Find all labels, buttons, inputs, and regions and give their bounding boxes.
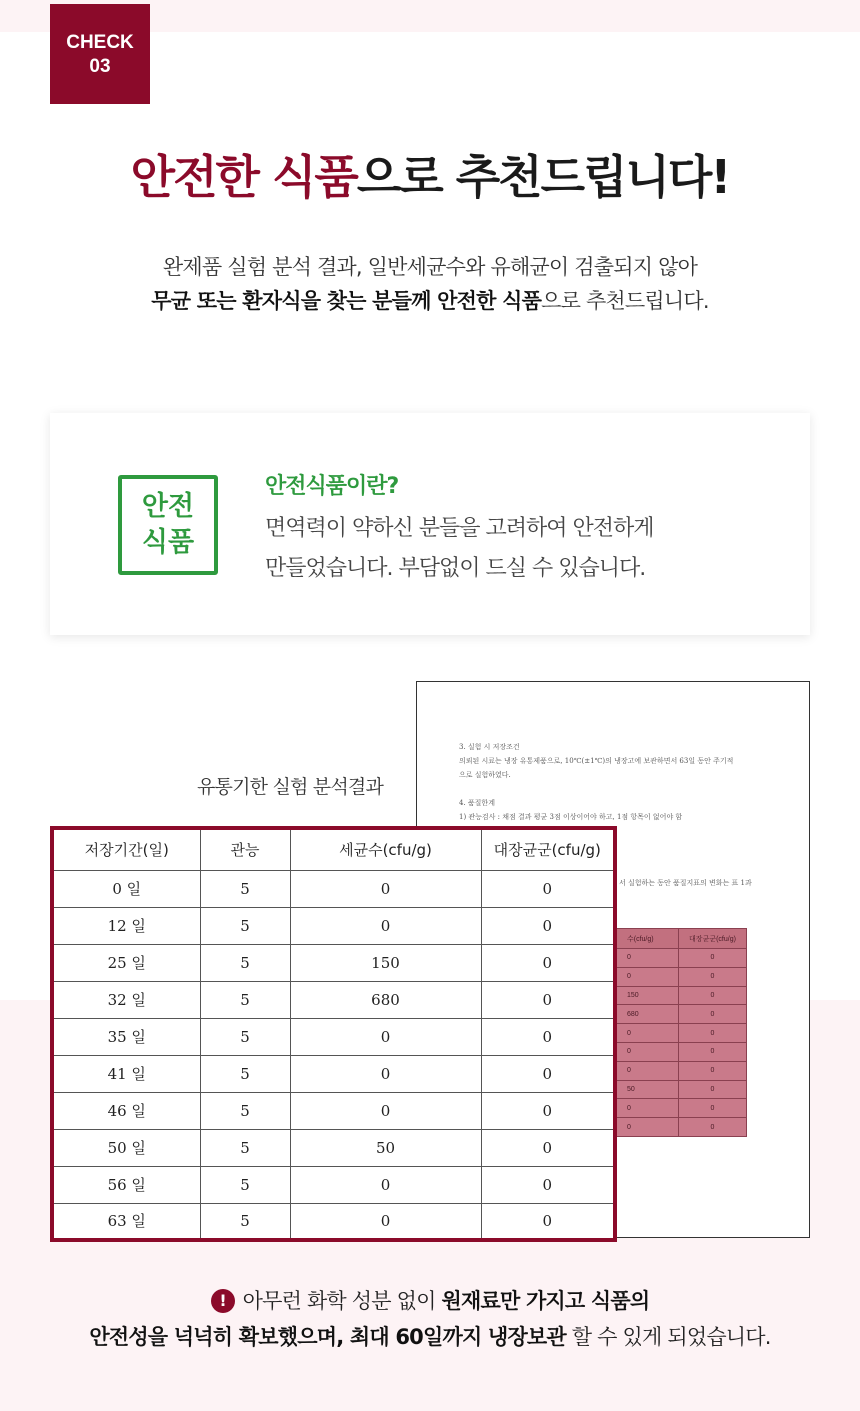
table-header-cell: 관능 bbox=[200, 828, 290, 870]
headline-rest: 으로 추천드립니다! bbox=[356, 150, 730, 204]
table-cell: 0 bbox=[481, 1055, 615, 1092]
table-cell: 0 bbox=[290, 1092, 481, 1129]
footnote bbox=[0, 1283, 860, 1355]
stamp-line-1: 안전 bbox=[141, 491, 195, 522]
table-cell: 5 bbox=[200, 907, 290, 944]
table-cell: 5 bbox=[200, 1018, 290, 1055]
card-description bbox=[265, 509, 765, 589]
table-cell: 0 bbox=[481, 907, 615, 944]
report-table-row bbox=[613, 1024, 747, 1043]
page-headline bbox=[0, 145, 860, 209]
badge-number: 03 bbox=[89, 56, 111, 77]
table-row bbox=[52, 1092, 615, 1129]
table-header-row bbox=[52, 828, 615, 870]
table-cell: 680 bbox=[290, 981, 481, 1018]
table-cell: 50 bbox=[290, 1129, 481, 1166]
check-badge bbox=[50, 4, 150, 104]
report-line: 3. 실험 시 저장조건 bbox=[459, 743, 520, 751]
table-cell: 0 bbox=[481, 870, 615, 907]
intro-text bbox=[0, 250, 860, 318]
table-cell: 5 bbox=[200, 944, 290, 981]
table-cell: 50 일 bbox=[52, 1129, 200, 1166]
report-table-row bbox=[613, 1061, 747, 1080]
report-line bbox=[459, 782, 733, 796]
table-cell: 0 bbox=[481, 981, 615, 1018]
report-line: 1) 관능검사 : 채점 결과 평균 3점 이상이어야 하고, 1점 항목이 없어야 함 bbox=[459, 813, 683, 821]
table-cell: 0 bbox=[290, 1055, 481, 1092]
card-desc-line-1: 면역력이 약하신 분들을 고려하여 안전하게 bbox=[265, 516, 654, 541]
table-cell: 0 bbox=[481, 1018, 615, 1055]
table-cell: 5 bbox=[200, 981, 290, 1018]
report-table-cell: 0 bbox=[613, 1118, 679, 1137]
report-text bbox=[459, 740, 733, 838]
report-table-cell: 0 bbox=[679, 986, 747, 1005]
report-table-cell: 0 bbox=[679, 967, 747, 986]
table-cell: 46 일 bbox=[52, 1092, 200, 1129]
report-table-header bbox=[613, 929, 747, 949]
report-table-cell: 0 bbox=[679, 1118, 747, 1137]
badge-label: CHECK bbox=[66, 32, 134, 53]
table-cell: 5 bbox=[200, 1166, 290, 1203]
report-table-row bbox=[613, 986, 747, 1005]
report-table-header-cell: 수(cfu/g) bbox=[613, 929, 679, 949]
report-table-header-cell: 대장균군(cfu/g) bbox=[679, 929, 747, 949]
report-table-cell: 0 bbox=[613, 1042, 679, 1061]
report-table-row bbox=[613, 1005, 747, 1024]
table-cell: 0 bbox=[481, 1166, 615, 1203]
table-cell: 56 일 bbox=[52, 1166, 200, 1203]
report-line: 으로 실험하였다. bbox=[459, 771, 511, 779]
report-line: 4. 품질한계 bbox=[459, 799, 495, 807]
table-cell: 0 bbox=[481, 1203, 615, 1240]
intro-line-2-rest: 으로 추천드립니다. bbox=[541, 289, 709, 313]
exclamation-icon: ! bbox=[211, 1289, 235, 1313]
report-table-cell: 0 bbox=[613, 1024, 679, 1043]
report-line: 의뢰된 시료는 냉장 유통제품으로, 10℃(±1℃)의 냉장고에 보관하면서 63일 동안 주기적 bbox=[459, 757, 734, 765]
table-cell: 12 일 bbox=[52, 907, 200, 944]
report-table-cell: 150 bbox=[613, 986, 679, 1005]
table-cell: 0 bbox=[481, 1092, 615, 1129]
intro-line-2-bold: 무균 또는 환자식을 찾는 분들께 안전한 식품 bbox=[151, 289, 542, 313]
table-cell: 5 bbox=[200, 870, 290, 907]
table-caption: 유통기한 실험 분석결과 bbox=[196, 776, 384, 798]
table-cell: 0 bbox=[290, 870, 481, 907]
report-table-row bbox=[613, 949, 747, 968]
report-table bbox=[612, 928, 747, 1137]
table-row bbox=[52, 944, 615, 981]
table-cell: 0 bbox=[290, 1203, 481, 1240]
intro-line-1: 완제품 실험 분석 결과, 일반세균수와 유해균이 검출되지 않아 bbox=[162, 255, 698, 279]
table-cell: 0 일 bbox=[52, 870, 200, 907]
table-header-cell: 세균수(cfu/g) bbox=[290, 828, 481, 870]
report-table-cell: 680 bbox=[613, 1005, 679, 1024]
report-table-row bbox=[613, 967, 747, 986]
report-table-cell: 0 bbox=[679, 1080, 747, 1099]
table-cell: 25 일 bbox=[52, 944, 200, 981]
table-cell: 0 bbox=[290, 907, 481, 944]
table-row bbox=[52, 1129, 615, 1166]
table-header-cell: 대장균군(cfu/g) bbox=[481, 828, 615, 870]
report-table-row bbox=[613, 1099, 747, 1118]
shelf-life-results-table bbox=[50, 826, 617, 1242]
table-row bbox=[52, 1203, 615, 1240]
table-cell: 5 bbox=[200, 1203, 290, 1240]
footnote-line-1-normal: 아무런 화학 성분 없이 bbox=[242, 1289, 442, 1313]
report-table-cell: 0 bbox=[679, 1024, 747, 1043]
table-cell: 5 bbox=[200, 1129, 290, 1166]
report-table-row bbox=[613, 1042, 747, 1061]
table-cell: 0 bbox=[290, 1018, 481, 1055]
footnote-line-2-bold: 안전성을 넉넉히 확보했으며, 최대 60일까지 냉장보관 bbox=[89, 1325, 566, 1349]
table-cell: 41 일 bbox=[52, 1055, 200, 1092]
table-row bbox=[52, 1166, 615, 1203]
table-row bbox=[52, 1018, 615, 1055]
footnote-line-2-normal: 할 수 있게 되었습니다. bbox=[565, 1325, 771, 1349]
report-table-cell: 0 bbox=[679, 1061, 747, 1080]
table-cell: 0 bbox=[290, 1166, 481, 1203]
table-cell: 5 bbox=[200, 1092, 290, 1129]
table-row bbox=[52, 981, 615, 1018]
report-table-cell: 0 bbox=[613, 949, 679, 968]
report-table-cell: 0 bbox=[613, 1099, 679, 1118]
footnote-line-1-bold: 원재료만 가지고 식품의 bbox=[441, 1289, 650, 1313]
footnote-line-1 bbox=[0, 1283, 860, 1319]
table-cell: 0 bbox=[481, 944, 615, 981]
table-header-cell: 저장기간(일) bbox=[52, 828, 200, 870]
report-table-cell: 0 bbox=[679, 949, 747, 968]
report-table-cell: 0 bbox=[679, 1099, 747, 1118]
table-row bbox=[52, 1055, 615, 1092]
table-cell: 150 bbox=[290, 944, 481, 981]
headline-accent: 안전한 식품 bbox=[130, 150, 357, 204]
report-table-cell: 50 bbox=[613, 1080, 679, 1099]
table-cell: 35 일 bbox=[52, 1018, 200, 1055]
footnote-line-2 bbox=[0, 1319, 860, 1355]
report-table-cell: 0 bbox=[679, 1005, 747, 1024]
table-cell: 0 bbox=[481, 1129, 615, 1166]
table-row bbox=[52, 907, 615, 944]
report-table-row bbox=[613, 1118, 747, 1137]
card-desc-line-2: 만들었습니다. 부담없이 드실 수 있습니다. bbox=[265, 556, 646, 581]
report-table-row bbox=[613, 1080, 747, 1099]
card-title: 안전식품이란? bbox=[265, 474, 399, 499]
table-cell: 63 일 bbox=[52, 1203, 200, 1240]
table-cell: 5 bbox=[200, 1055, 290, 1092]
report-table-cell: 0 bbox=[613, 1061, 679, 1080]
safe-food-card bbox=[50, 413, 810, 635]
table-row bbox=[52, 870, 615, 907]
stamp-line-2: 식품 bbox=[141, 527, 195, 558]
safe-food-stamp-icon bbox=[118, 475, 218, 575]
report-table-cell: 0 bbox=[613, 967, 679, 986]
table-cell: 32 일 bbox=[52, 981, 200, 1018]
intro-line-2 bbox=[0, 284, 860, 318]
report-note: 서 실험하는 동안 품질지표의 변화는 표 1과 bbox=[619, 879, 752, 887]
report-table-cell: 0 bbox=[679, 1042, 747, 1061]
